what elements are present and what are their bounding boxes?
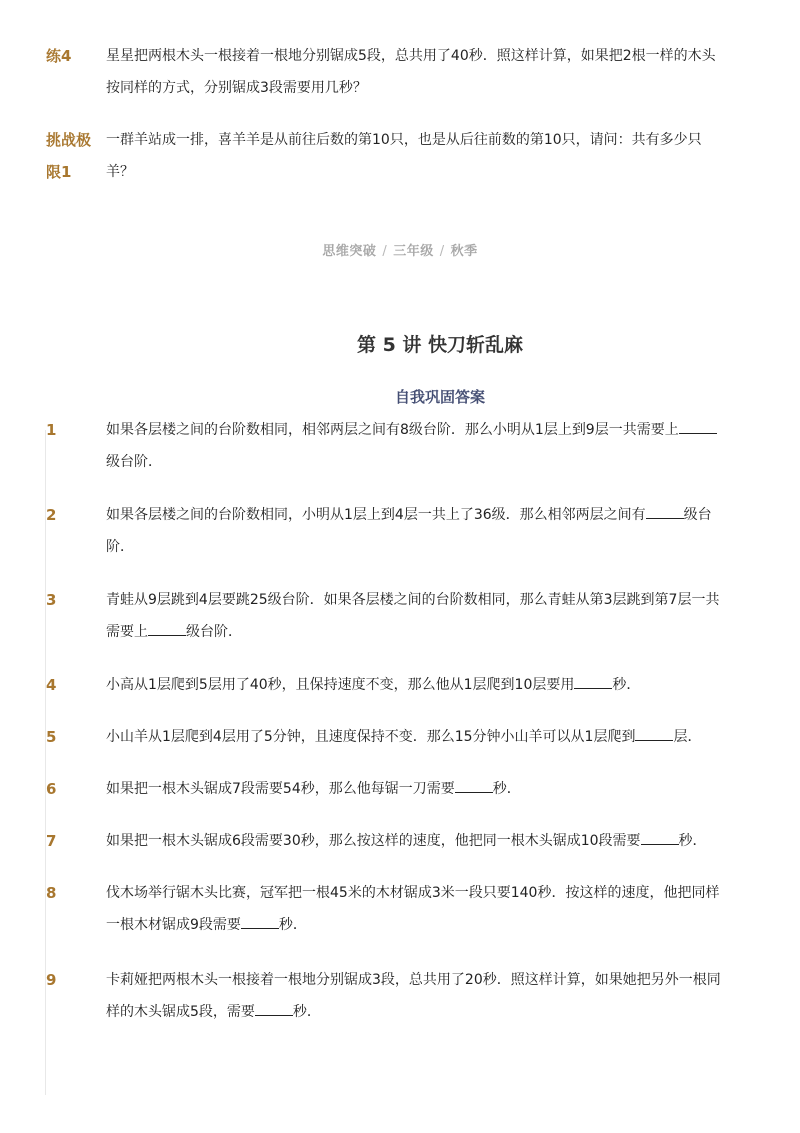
question-text-after: 秒． bbox=[278, 917, 307, 933]
challenge-1-label bbox=[46, 124, 101, 188]
question-text bbox=[106, 825, 728, 857]
exercise-4-label: 练4 bbox=[46, 47, 72, 65]
question-text bbox=[106, 721, 728, 753]
answers-subtitle: 自我巩固答案 bbox=[394, 388, 485, 406]
question-text-before: 青蛙从9层跳到4层要跳25级台阶．如果各层楼之间的台阶数相同，那么青蛙从第3层跳到第7层一共需要上 bbox=[106, 592, 720, 640]
question-number: 6 bbox=[46, 780, 57, 798]
question-text bbox=[106, 414, 728, 478]
question-text-after: 级台阶． bbox=[186, 624, 242, 640]
challenge-1-text: 一群羊站成一排，喜羊羊是从前往后数的第10只，也是从后往前数的第10只，请问：共有多少只羊？ bbox=[106, 132, 702, 180]
question-text bbox=[106, 964, 728, 1028]
question-text-after: 秒． bbox=[678, 833, 707, 849]
footer-grade: 三年级 bbox=[393, 244, 434, 259]
question-text-before: 小高从1层爬到5层用了40秒，且保持速度不变，那么他从1层爬到10层要用 bbox=[106, 677, 575, 693]
answer-blank bbox=[574, 670, 612, 689]
question-text-before: 如果把一根木头锯成7段需要54秒，那么他每锯一刀需要 bbox=[106, 781, 455, 797]
question-text-after: 级台阶． bbox=[106, 507, 712, 555]
footer-separator: / bbox=[382, 244, 388, 259]
challenge-1-label-line2: 限1 bbox=[46, 163, 72, 181]
question-number: 9 bbox=[46, 971, 57, 989]
answer-blank bbox=[646, 500, 684, 519]
page-footer bbox=[0, 240, 800, 259]
question-text-before: 小山羊从1层爬到4层用了5分钟，且速度保持不变．那么15分钟小山羊可以从1层爬到 bbox=[106, 729, 636, 745]
question-text-before: 如果各层楼之间的台阶数相同，小明从1层上到4层一共上了36级．那么相邻两层之间有 bbox=[106, 507, 646, 523]
question-text-before: 如果把一根木头锯成6段需要30秒，那么按这样的速度，他把同一根木头锯成10段需要 bbox=[106, 833, 641, 849]
question-text-after: 层． bbox=[673, 729, 702, 745]
question-text bbox=[106, 877, 728, 941]
lesson-title: 第 5 讲 快刀斩乱麻 bbox=[356, 334, 524, 356]
question-text-after: 秒． bbox=[492, 781, 521, 797]
question-text-after: 秒． bbox=[292, 1004, 321, 1020]
answer-blank bbox=[455, 774, 493, 793]
answer-blank bbox=[148, 617, 186, 636]
answer-blank bbox=[255, 997, 293, 1016]
question-number: 5 bbox=[46, 728, 57, 746]
question-number: 7 bbox=[46, 832, 57, 850]
answer-blank bbox=[641, 826, 679, 845]
footer-separator: / bbox=[439, 244, 445, 259]
question-text-before: 卡莉娅把两根木头一根接着一根地分别锯成3段，总共用了20秒．照这样计算，如果她把另外一根同样的木头锯成5段，需要 bbox=[106, 972, 721, 1020]
exercise-4-text: 星星把两根木头一根接着一根地分别锯成5段，总共用了40秒．照这样计算，如果把2根一样的木头按同样的方式，分别锯成3段需要用几秒？ bbox=[106, 48, 716, 96]
question-number: 1 bbox=[46, 421, 57, 439]
question-text bbox=[106, 669, 728, 701]
question-text-after: 级台阶． bbox=[106, 454, 162, 470]
question-text bbox=[106, 773, 728, 805]
footer-subject: 思维突破 bbox=[322, 244, 377, 259]
question-number: 2 bbox=[46, 506, 57, 524]
challenge-1-label-line1: 挑战极 bbox=[46, 131, 92, 149]
question-text bbox=[106, 584, 728, 648]
question-text-before: 如果各层楼之间的台阶数相同，相邻两层之间有8级台阶．那么小明从1层上到9层一共需要上 bbox=[106, 422, 679, 438]
answer-blank bbox=[241, 910, 279, 929]
answer-blank bbox=[635, 722, 673, 741]
question-number: 4 bbox=[46, 676, 57, 694]
question-text bbox=[106, 499, 728, 563]
footer-term: 秋季 bbox=[450, 244, 478, 259]
question-text-after: 秒． bbox=[612, 677, 641, 693]
question-number: 3 bbox=[46, 591, 57, 609]
question-number: 8 bbox=[46, 884, 57, 902]
answer-blank bbox=[679, 415, 717, 434]
question-text-before: 伐木场举行锯木头比赛，冠军把一根45米的木材锯成3米一段只要140秒．按这样的速度，他把同样一根木材锯成9段需要 bbox=[106, 885, 720, 933]
